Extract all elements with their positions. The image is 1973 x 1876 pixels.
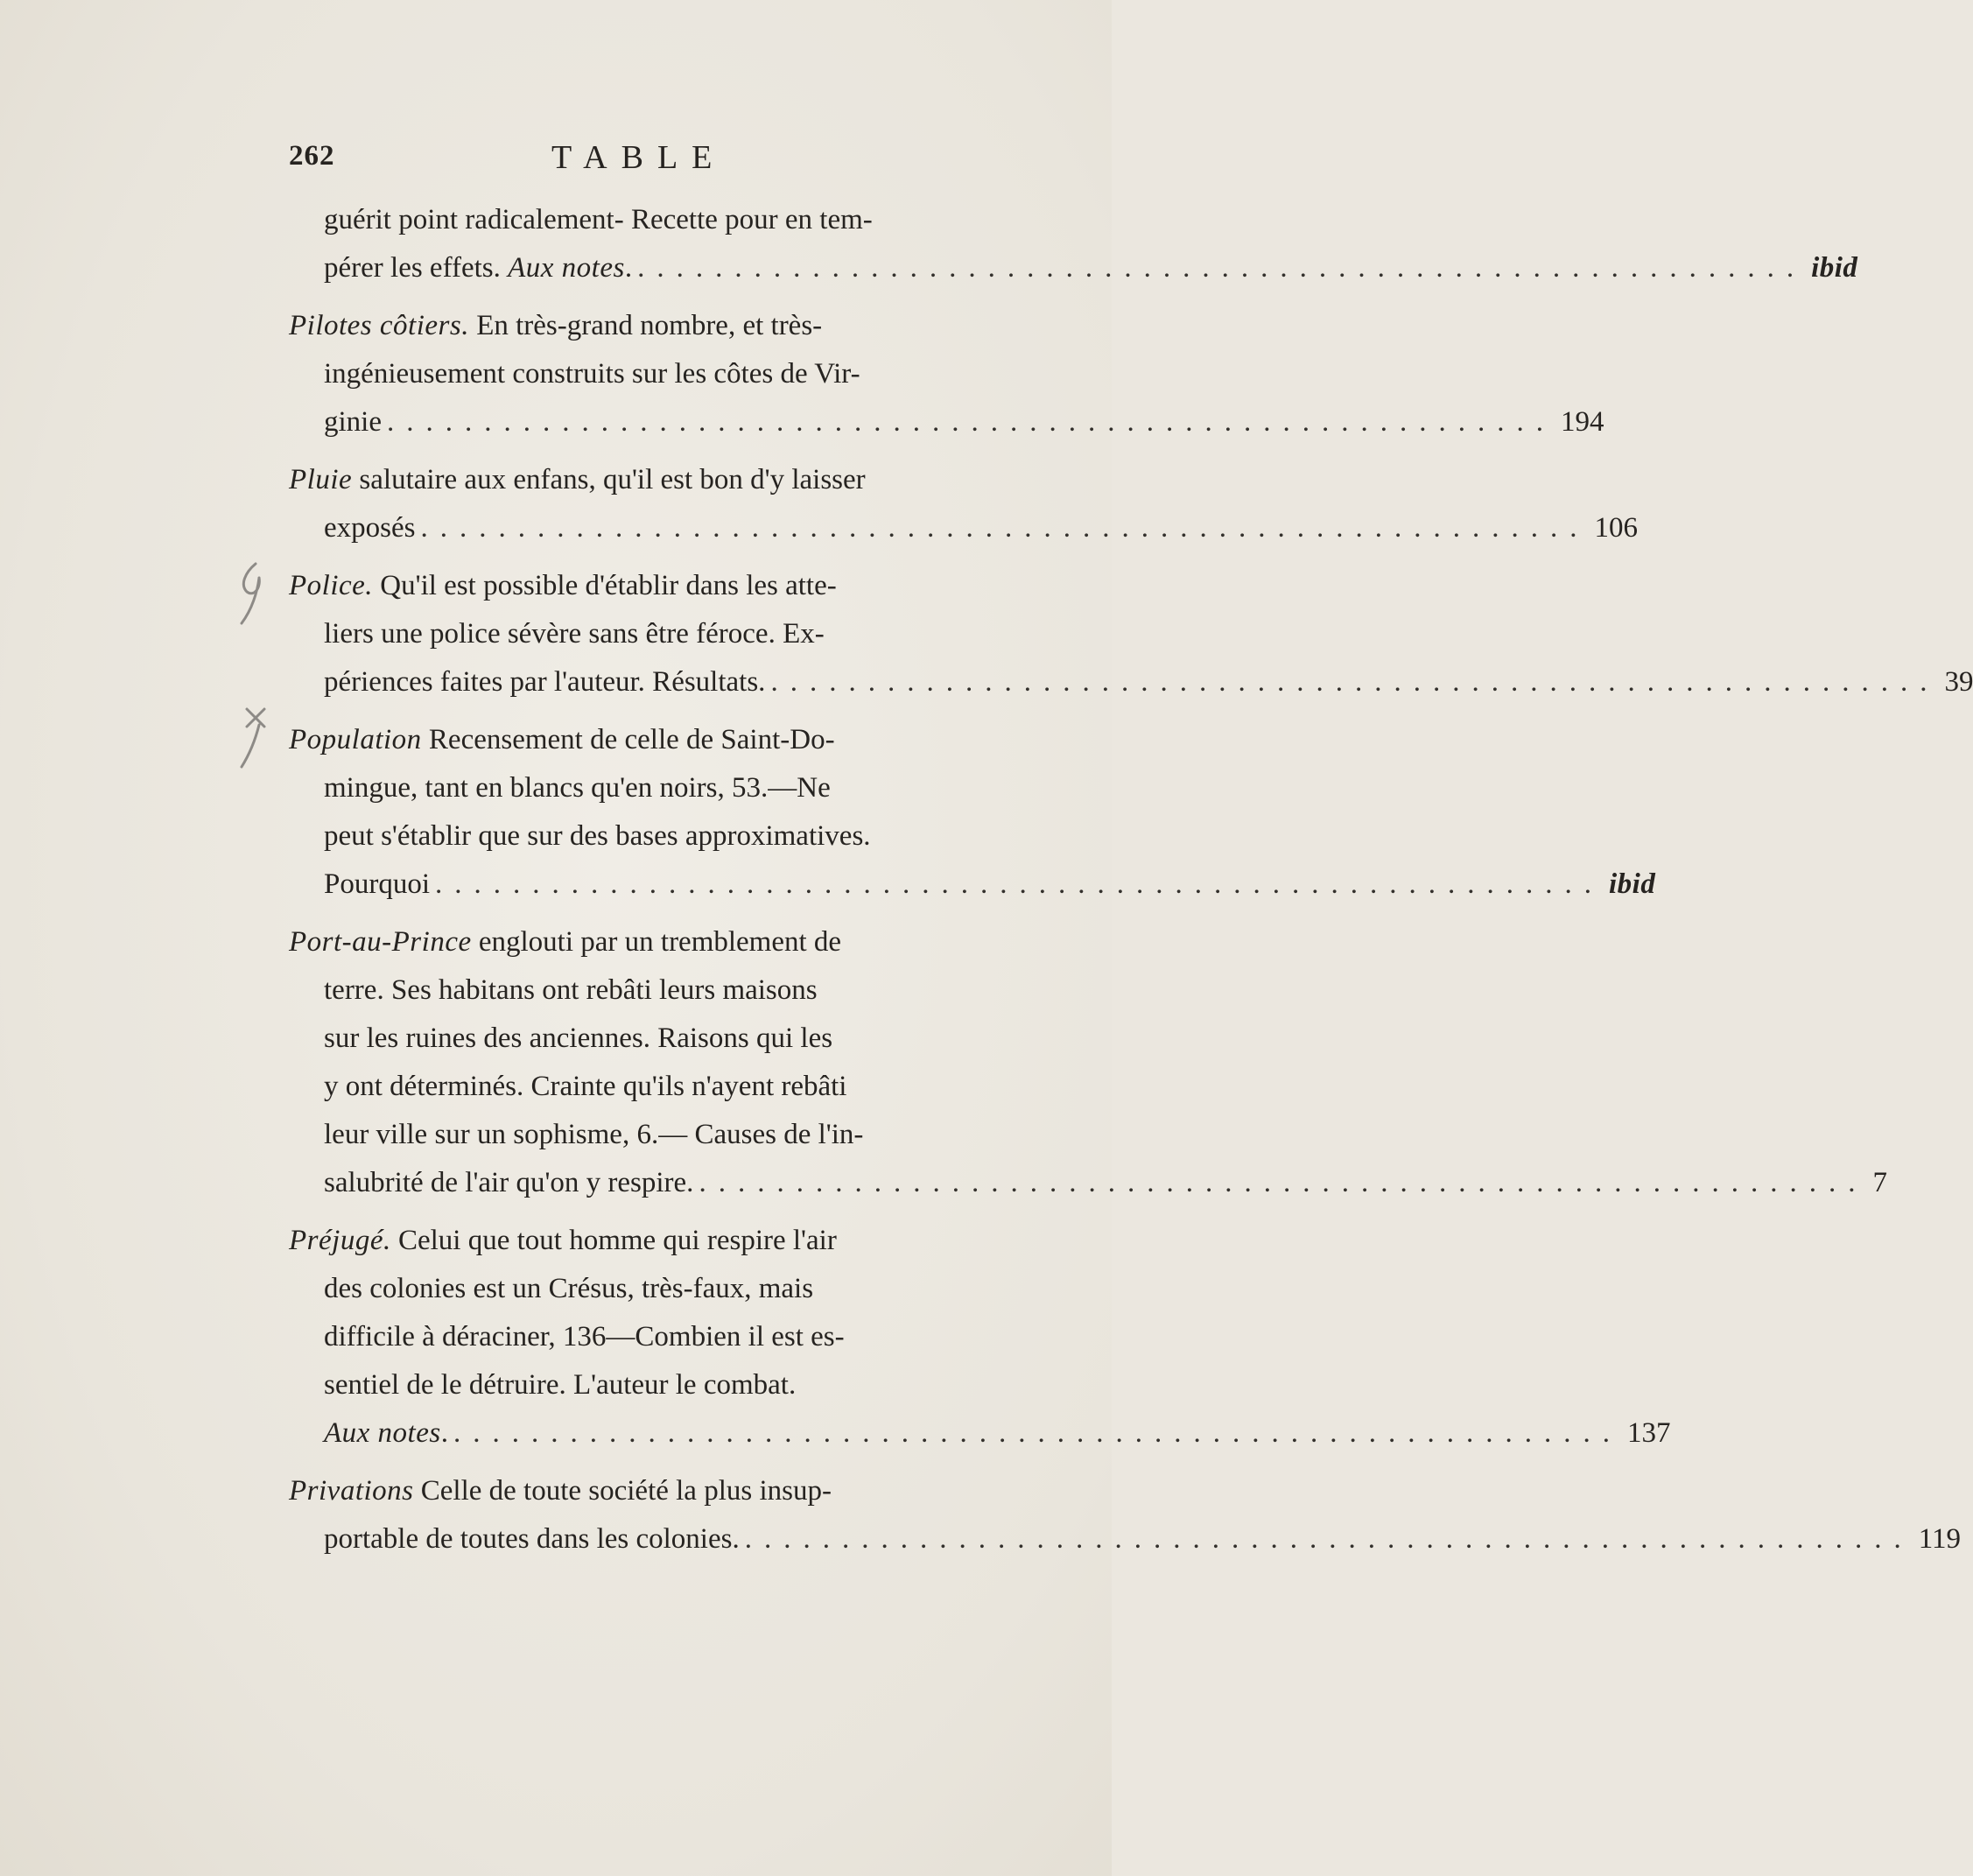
entry-text: salutaire aux enfans, qu'il est bon d'y laisser (352, 464, 866, 495)
entry-text: En très-grand nombre, et très- (468, 310, 823, 341)
entry-text: ginie (324, 406, 382, 438)
index-line-continuation (289, 658, 1973, 706)
index-entry-line (289, 716, 1007, 764)
index-entry-line (289, 562, 1007, 610)
entry-spacer (289, 909, 1007, 918)
entry-text: exposés (324, 512, 416, 544)
page-reference: 7 (1872, 1167, 1887, 1198)
dot-leader: ............................................................ (420, 512, 1590, 544)
index-entry-line (289, 302, 1007, 350)
entry-spacer (289, 292, 1007, 302)
entry-text: peut s'établir que sur des bases approximatives. (324, 820, 871, 852)
index-entries (289, 196, 1973, 1563)
entry-keyword: Privations (289, 1475, 414, 1507)
entry-text: difficile à déraciner, 136—Combien il est es- (324, 1321, 845, 1353)
entry-text: Recensement de celle de Saint-Do- (421, 724, 835, 755)
entry-spacer (289, 706, 1007, 716)
entry-text: sentiel de le détruire. L'auteur le combat. (324, 1369, 797, 1401)
entry-keyword: Pilotes côtiers. (289, 310, 469, 341)
dot-leader: ............................................................ (770, 666, 1940, 698)
running-title: TABLE (551, 139, 727, 176)
page-reference: 39 (1944, 666, 1973, 698)
entry-spacer (289, 446, 1007, 456)
entry-spacer (289, 1207, 1007, 1217)
index-line-continuation (289, 1265, 1007, 1313)
dot-leader: ............................................................ (386, 406, 1555, 438)
index-line-continuation (289, 504, 1638, 552)
index-line-continuation (289, 1361, 1007, 1409)
index-line-continuation (289, 1111, 1007, 1159)
index-line-continuation (289, 764, 1007, 812)
entry-keyword: Population (289, 724, 422, 755)
entry-text: leur ville sur un sophisme, 6.— Causes de l'in- (324, 1119, 864, 1150)
index-entry-line (289, 1217, 1007, 1265)
entry-text: sur les ruines des anciennes. Raisons qui les (324, 1022, 833, 1054)
pencil-annotation-mark (229, 700, 291, 770)
entry-text: . (624, 252, 633, 284)
index-line-continuation (289, 812, 1007, 861)
index-line-continuation (289, 398, 1604, 446)
index-entry-line (289, 1467, 1007, 1515)
dot-leader: ............................................................ (744, 1523, 1913, 1555)
index-line-continuation (289, 1313, 1007, 1361)
index-entry-line (289, 918, 1007, 966)
index-line-continuation (289, 350, 1007, 398)
index-line-continuation (289, 1159, 1887, 1207)
index-line-continuation (289, 1015, 1007, 1063)
entry-text: périences faites par l'auteur. Résultats. (324, 666, 766, 698)
index-line-continuation (289, 861, 1656, 909)
index-line-continuation (289, 244, 1858, 292)
page-header (289, 138, 1024, 182)
page-reference: 194 (1560, 406, 1604, 438)
entry-text: pérer les effets. (324, 252, 509, 284)
dot-leader: ............................................................ (435, 868, 1604, 900)
entry-text: liers une police sévère sans être féroce. Ex- (324, 618, 825, 650)
index-line-continuation (289, 610, 1007, 658)
index-line-continuation (289, 1409, 1671, 1458)
dot-leader: ............................................................ (637, 252, 1807, 284)
page-reference: 137 (1626, 1417, 1671, 1449)
entry-text: portable de toutes dans les colonies. (324, 1523, 740, 1555)
page-reference: ibid (1811, 252, 1858, 284)
entry-keyword: Préjugé. (289, 1225, 391, 1256)
entry-text: terre. Ses habitans ont rebâti leurs maisons (324, 974, 818, 1006)
entry-text: y ont déterminés. Crainte qu'ils n'ayent rebâti (324, 1071, 847, 1102)
entry-text: Pourquoi (324, 868, 431, 900)
entry-text: Celle de toute société la plus insup- (413, 1475, 832, 1507)
entry-keyword: Pluie (289, 464, 353, 495)
index-line-continuation (289, 966, 1007, 1015)
index-line-continuation (289, 196, 1007, 244)
entry-keyword: Port-au-Prince (289, 926, 472, 958)
index-entry-line (289, 456, 1007, 504)
index-line-continuation (289, 1063, 1007, 1111)
page-reference: 106 (1594, 512, 1638, 544)
entry-text: Celui que tout homme qui respire l'air (390, 1225, 837, 1256)
page-number: 262 (289, 140, 335, 172)
entry-text: des colonies est un Crésus, très-faux, mais (324, 1273, 814, 1304)
entry-text: ingénieusement construits sur les côtes de Vir- (324, 358, 860, 390)
page-reference: 119 (1918, 1523, 1961, 1555)
page-reference: ibid (1609, 868, 1656, 900)
entry-text: englouti par un tremblement de (471, 926, 842, 958)
entry-keyword: Aux notes (508, 252, 625, 284)
entry-text: . (440, 1417, 448, 1449)
dot-leader: ............................................................ (699, 1167, 1868, 1198)
entry-text: Qu'il est possible d'établir dans les atte- (373, 570, 837, 601)
entry-text: salubrité de l'air qu'on y respire. (324, 1167, 694, 1198)
dot-leader: ............................................................ (453, 1417, 1622, 1449)
entry-keyword: Aux notes (324, 1417, 441, 1449)
entry-spacer (289, 1458, 1007, 1467)
entry-text: guérit point radicalement- Recette pour en tem- (324, 204, 873, 235)
pencil-annotation-mark (229, 557, 291, 627)
entry-keyword: Police. (289, 570, 374, 601)
entry-text: mingue, tant en blancs qu'en noirs, 53.—Ne (324, 772, 831, 804)
entry-spacer (289, 552, 1007, 562)
index-line-continuation (289, 1515, 1961, 1563)
